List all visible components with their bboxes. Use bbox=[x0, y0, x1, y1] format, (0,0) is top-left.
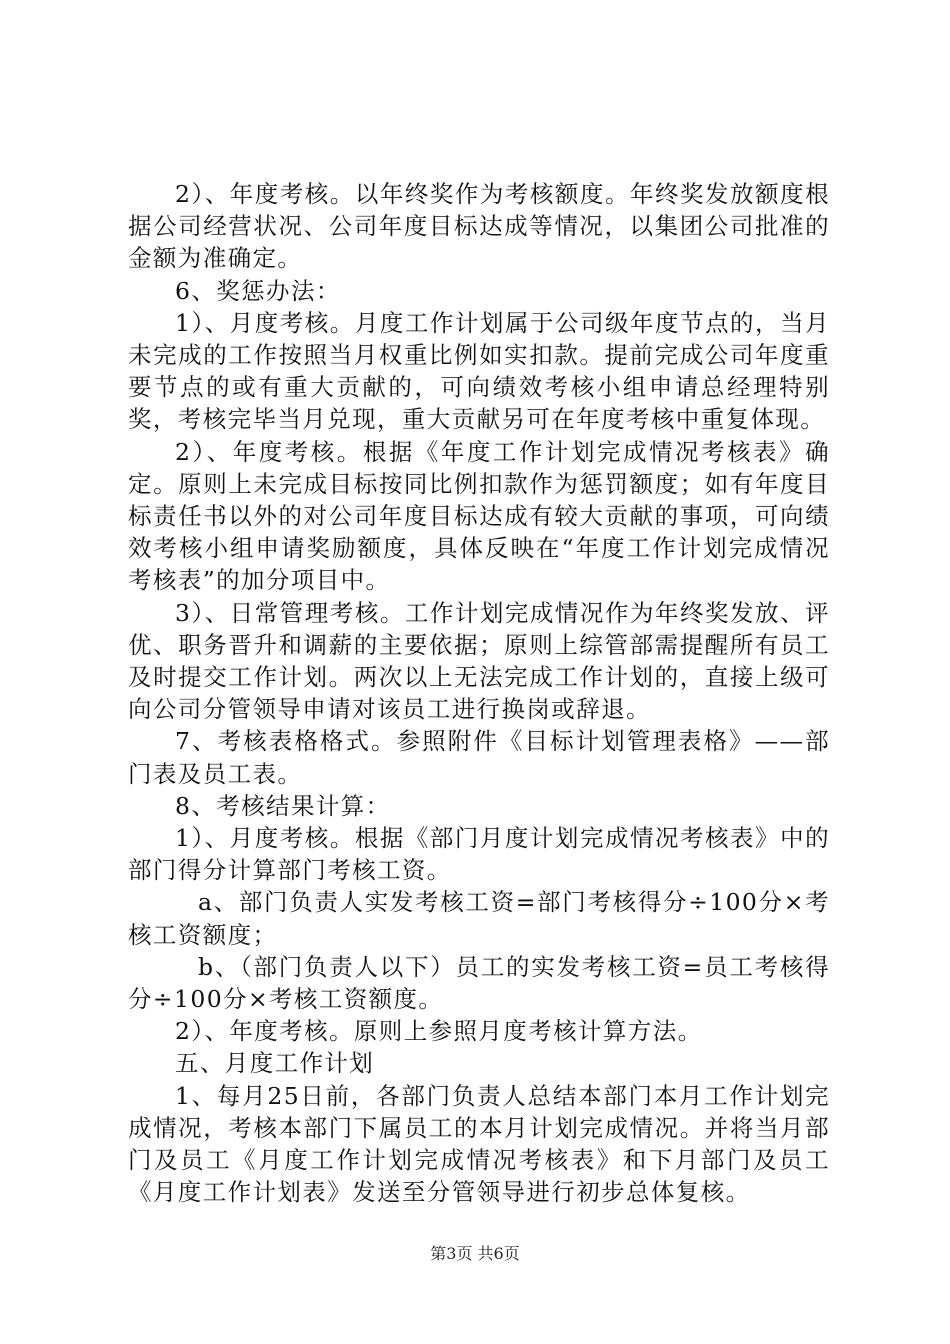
heading-rewards-penalties: 6、奖惩办法： bbox=[175, 276, 341, 305]
paragraph-monthly-assessment-rewards: 1）、月度考核。月度工作计划属于公司级年度节点的，当月未完成的工作按照当月权重比例如实扣款。提前完成公司年度重要节点的或有重大贡献的，可向绩效考核小组申请总经理特别奖，考核完毕当月兑现，重大贡献另可在年度考核中重复体现。 bbox=[128, 308, 830, 434]
paragraph-manager-salary-formula: a、部门负责人实发考核工资=部门考核得分÷100分×考核工资额度； bbox=[128, 888, 830, 949]
paragraph-annual-assessment-bonus: 2）、年度考核。以年终奖作为考核额度。年终奖发放额度根据公司经营状况、公司年度目标达成等情况，以集团公司批准的金额为准确定。 bbox=[128, 180, 830, 273]
paragraph-assessment-form-format: 7、考核表格格式。参照附件《目标计划管理表格》——部门表及员工表。 bbox=[128, 727, 830, 788]
heading-result-calculation: 8、考核结果计算： bbox=[175, 791, 391, 820]
paragraph-daily-management-assessment: 3）、日常管理考核。工作计划完成情况作为年终奖发放、评优、职务晋升和调薪的主要依据；原则上综管部需提醒所有员工及时提交工作计划。两次以上无法完成工作计划的，直接上级可向公司分管领导申请对该员工进行换岗或辞退。 bbox=[128, 598, 830, 724]
heading-monthly-work-plan: 五、月度工作计划 bbox=[175, 1049, 375, 1078]
document-body bbox=[128, 178, 830, 1209]
paragraph-annual-assessment-rewards: 2）、年度考核。根据《年度工作计划完成情况考核表》确定。原则上未完成目标按同比例扣款作为惩罚额度；如有年度目标责任书以外的对公司年度目标达成有较大贡献的事项，可向绩效考核小组申请奖励额度，具体反映在“年度工作计划完成情况考核表”的加分项目中。 bbox=[128, 437, 830, 595]
paragraph-annual-calculation: 2）、年度考核。原则上参照月度考核计算方法。 bbox=[175, 1017, 703, 1046]
paragraph-monthly-calculation: 1）、月度考核。根据《部门月度计划完成情况考核表》中的部门得分计算部门考核工资。 bbox=[128, 824, 830, 885]
paragraph-employee-salary-formula: b、（部门负责人以下）员工的实发考核工资=员工考核得分÷100分×考核工资额度。 bbox=[128, 952, 830, 1014]
paragraph-monthly-plan-summary: 1、每月25日前，各部门负责人总结本部门本月工作计划完成情况，考核本部门下属员工的本月计划完成情况。并将当月部门及员工《月度工作计划完成情况考核表》和下月部门及员工《月度工作计划表》发送至分管领导进行初步总体复核。 bbox=[128, 1081, 830, 1207]
page-number-footer: 第3页 共6页 bbox=[430, 1244, 520, 1263]
